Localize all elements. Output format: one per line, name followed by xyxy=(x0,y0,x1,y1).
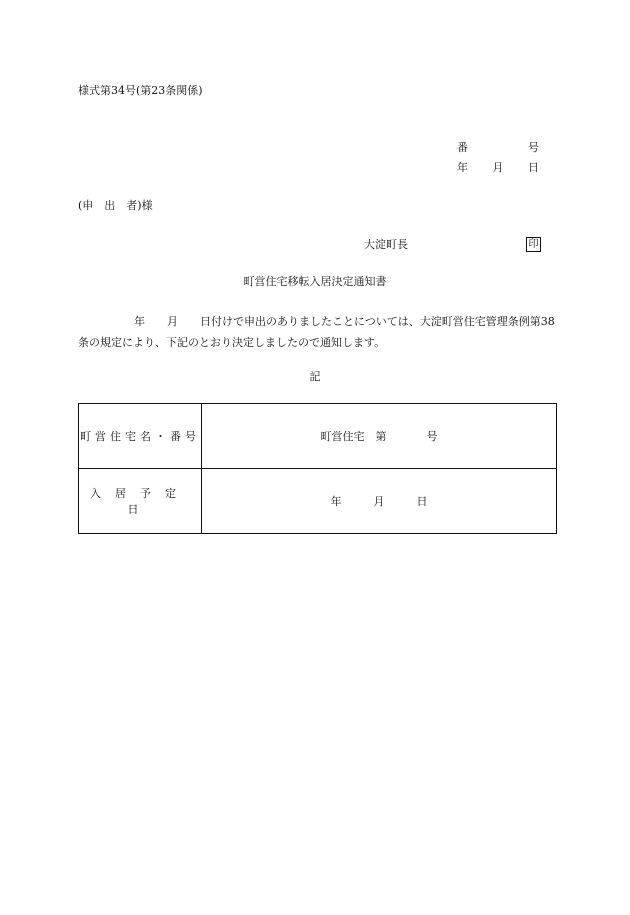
housing-value xyxy=(202,404,557,469)
sender-name: 大淀町長 xyxy=(364,238,408,251)
issue-date xyxy=(457,162,539,173)
sender xyxy=(364,237,541,252)
document-number xyxy=(457,142,539,153)
doc-number-ban: 番 xyxy=(457,141,468,154)
move-in-month: 月 xyxy=(373,495,385,508)
form-number: 様式第34号(第23条関係) xyxy=(78,84,203,97)
move-in-day: 日 xyxy=(416,495,428,508)
ki-heading: 記 xyxy=(309,370,321,383)
body-month: 月 xyxy=(167,315,178,328)
body-year: 年 xyxy=(134,315,145,328)
issue-date-year: 年 xyxy=(457,161,468,174)
move-in-label: 入居予定日 xyxy=(79,469,202,534)
move-in-year: 年 xyxy=(330,495,342,508)
housing-value-prefix: 町営住宅 第 xyxy=(320,430,387,443)
seal-stamp: 印 xyxy=(526,237,541,252)
info-table xyxy=(78,403,557,534)
body-paragraph xyxy=(78,311,558,353)
body-text: 日付けで申出のありましたことについては、大淀町営住宅管理条例第38条の規定により、下記のとおり決定しましたので通知します。 xyxy=(78,315,555,349)
housing-value-suffix: 号 xyxy=(426,430,438,443)
document-title: 町営住宅移転入居決定通知書 xyxy=(243,275,387,288)
table-row xyxy=(79,469,557,534)
doc-number-go: 号 xyxy=(528,141,539,154)
housing-label: 町営住宅名・番号 xyxy=(79,404,202,469)
move-in-date xyxy=(202,469,557,534)
table-row xyxy=(79,404,557,469)
recipient: (申 出 者)様 xyxy=(78,199,153,212)
issue-date-day: 日 xyxy=(528,161,539,174)
issue-date-month: 月 xyxy=(492,161,504,174)
